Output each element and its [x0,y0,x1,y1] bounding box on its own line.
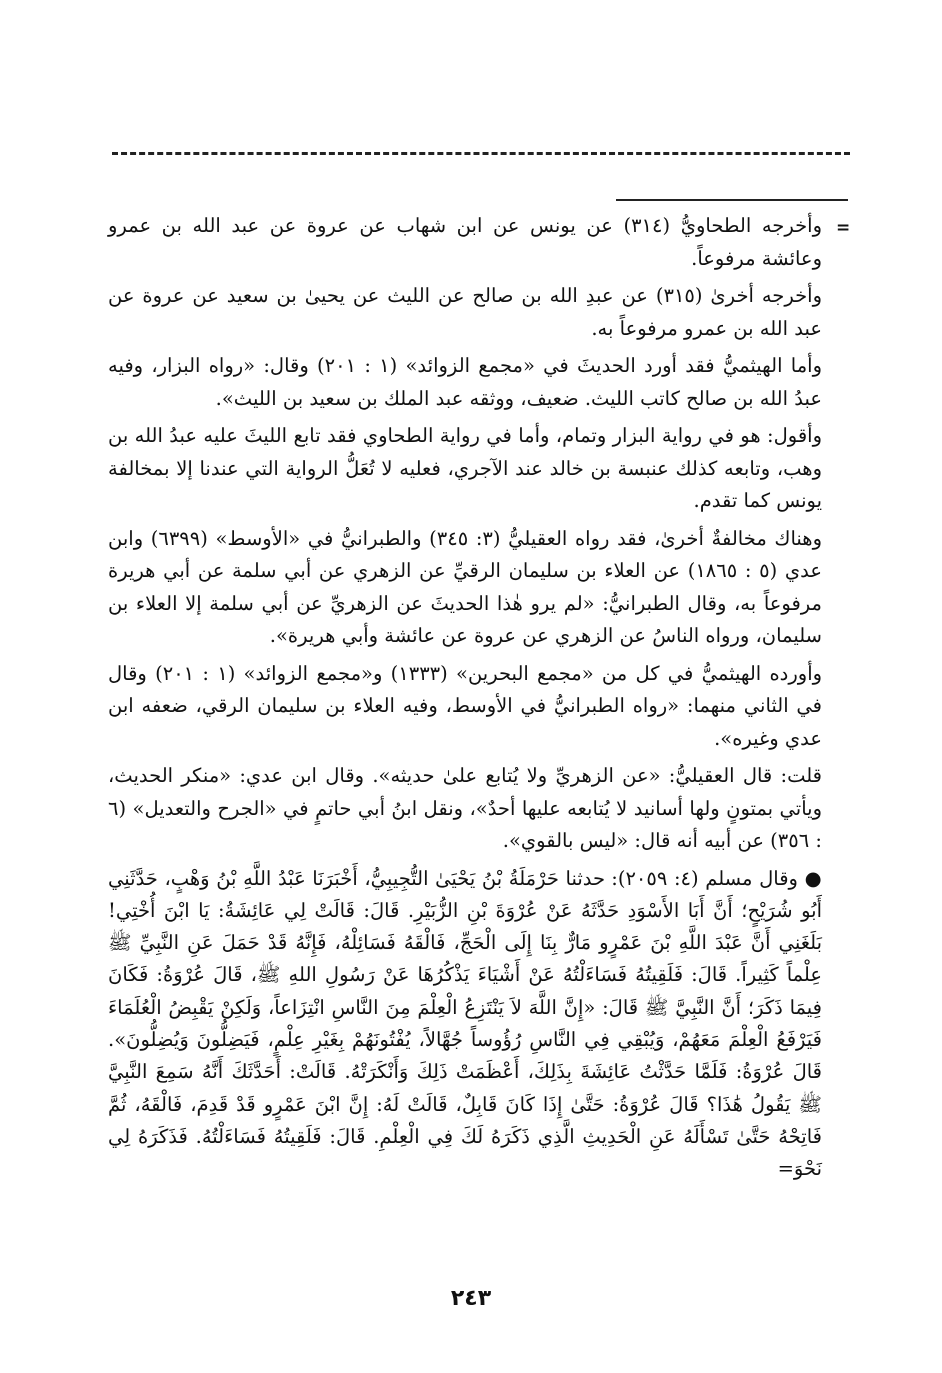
paragraph-uqayli-opinion: قلت: قال العقيليُّ: «عن الزهريِّ ولا يُتابع علىٰ حديثه». وقال ابن عدي: «منكر الحديث، ويأتي بمتونٍ ولها أسانيد لا يُتابعه عليها أحدٌ»، ونقل ابنُ أبي حاتمٍ في «الجرح والتعديل» (٦ : ٣٥٦) عن أبيه أنه قال: «ليس بالقوي». [108,764,822,852]
paragraph-author-comment: وأقول: هو في رواية البزار وتمام، وأما في رواية الطحاوي فقد تابع الليثَ عليه عبدُ الله بن وهب، وتابعه كذلك عنبسة بن خالد عند الآجري، فعليه لا تُعَلُّ الرواية التي عندنا إلا بمخالفة يونس كما تقدم. [108,424,822,512]
footnote-rule [616,199,848,201]
page-number: ٢٤٣ [450,1286,492,1311]
paragraph-haythami-bahrain: وأورده الهيثميُّ في كل من «مجمع البحرين» (١٣٣٣) و«مجمع الزوائد» (١ : ٢٠١) وقال في الثاني منهما: «رواه الطبرانيُّ في الأوسط، وفيه العلاء بن سليمان الرقي، ضعفه ابن عدي وغيره». [108,661,823,750]
hadith-text: وقال مسلم (٤: ٢٠٥٩): حدثنا حَرْمَلَةُ بْنُ يَحْيَىٰ التُّجِيبِيُّ، أَخْبَرَنَا عَبْدُ اللَّهِ بْنُ وَهْبٍ، حَدَّثَنِي أَبُو شُرَيْحٍ؛ أَنَّ أَبَا الأَسْوَدِ حَدَّثَهُ عَنْ عُرْوَةَ بْنِ الزُّبَيْرِ. قَالَ: قَالَتْ لِي عَائِشَةُ: يَا ابْنَ أُخْتِي! بَلَغَنِي أَنَّ عَبْدَ اللَّهِ بْنَ عَمْرٍو مَارٌّ بِنَا إِلَى الْحَجِّ، فَالْقَهُ فَسَائِلْهُ، فَإِنَّهُ قَدْ حَمَلَ عَنِ النَّبِيِّ ﷺ عِلْماً كَثِيراً. قَالَ: فَلَقِيتُهُ فَسَاءَلْتُهُ عَنْ أَشْيَاءَ يَذْكُرُهَا عَنْ رَسُولِ اللهِ ﷺ، قَالَ عُرْوَةُ: فَكَانَ فِيمَا ذَكَرَ؛ أَنَّ النَّبِيَّ ﷺ قَالَ: «إِنَّ اللَّهَ لاَ يَنْتَزِعُ الْعِلْمَ مِنَ النَّاسِ انْتِزَاعاً، وَلَكِنْ يَقْبِضُ الْعُلَمَاءَ فَيَرْفَعُ الْعِلْمَ مَعَهُمْ، وَيُبْقِي فِي النَّاسِ رُؤُوساً جُهَّالاً، يُفْتُونَهُمْ بِغَيْرِ عِلْمٍ، فَيَضِلُّونَ وَيُضِلُّونَ». قَالَ عُرْوَةُ: فَلَمَّا حَدَّثْتُ عَائِشَةَ بِذَلِكَ، أَعْظَمَتْ ذَلِكَ وَأَنْكَرَتْهُ. قَالَتْ: أَحَدَّثَكَ أَنَّهُ سَمِعَ النَّبِيَّ ﷺ يَقُولُ هَٰذَا؟ قَالَ عُرْوَةُ: حَتَّىٰ إِذَا كَانَ قَابِلٌ، قَالَتْ لَهُ: إِنَّ ابْنَ عَمْرٍو قَدْ قَدِمَ، فَالْقَهُ، ثُمَّ فَاتِحْهُ حَتَّىٰ تَسْأَلَهُ عَنِ الْحَدِيثِ الَّذِي ذَكَرَهُ لَكَ فِي الْعِلْمِ. قَالَ: فَلَقِيتُهُ فَسَاءَلْتُهُ. فَذَكَرَهُ لِي نَحْوَ= [108,866,822,1181]
continuation-mark: = [836,218,851,238]
paragraph-other-contradiction: وهناك مخالفةٌ أخرىٰ، فقد رواه العقيليُّ (٣: ٣٤٥) والطبرانيُّ في «الأوسط» (٦٣٩٩) وابن عدي (٥ : ١٨٦٥) عن العلاء بن سليمان الرقيِّ عن الزهري عن أبي سلمة عن أبي هريرة مرفوعاً به، وقال الطبرانيُّ: «لم يرو هٰذا الحديثَ عن الزهريِّ عن أبي سلمة إلا العلاء بن سليمان، ورواه الناسُ عن الزهري عن عروة عن عائشة وأبي هريرة». [108,526,822,647]
hadith-muslim [108,863,822,1186]
separator-dashed-rule [112,152,850,155]
paragraph-haythami: وأما الهيثميُّ فقد أورد الحديثَ في «مجمع الزوائد» (١ : ٢٠١) وقال: «رواه البزار، وفيه عبدُ الله بن صالح كاتب الليث. ضعيف، ووثقه عبد الملك بن سعيد بن الليث». [108,354,822,410]
paragraph-tahawi: وأخرجه الطحاويُّ (٣١٤) عن يونس عن ابن شهاب عن عروة عن عبد الله بن عمرو وعائشة مرفوعاً. [108,214,822,270]
paragraph-tahawi-other: وأخرجه أخرىٰ (٣١٥) عن عبدِ الله بن صالح عن الليث عن يحيىٰ بن سعيد عن عروة عن عبد الله بن عمرو مرفوعاً به. [108,284,823,340]
footnote-text-column [108,210,822,1185]
bullet-icon: ● [804,866,822,890]
